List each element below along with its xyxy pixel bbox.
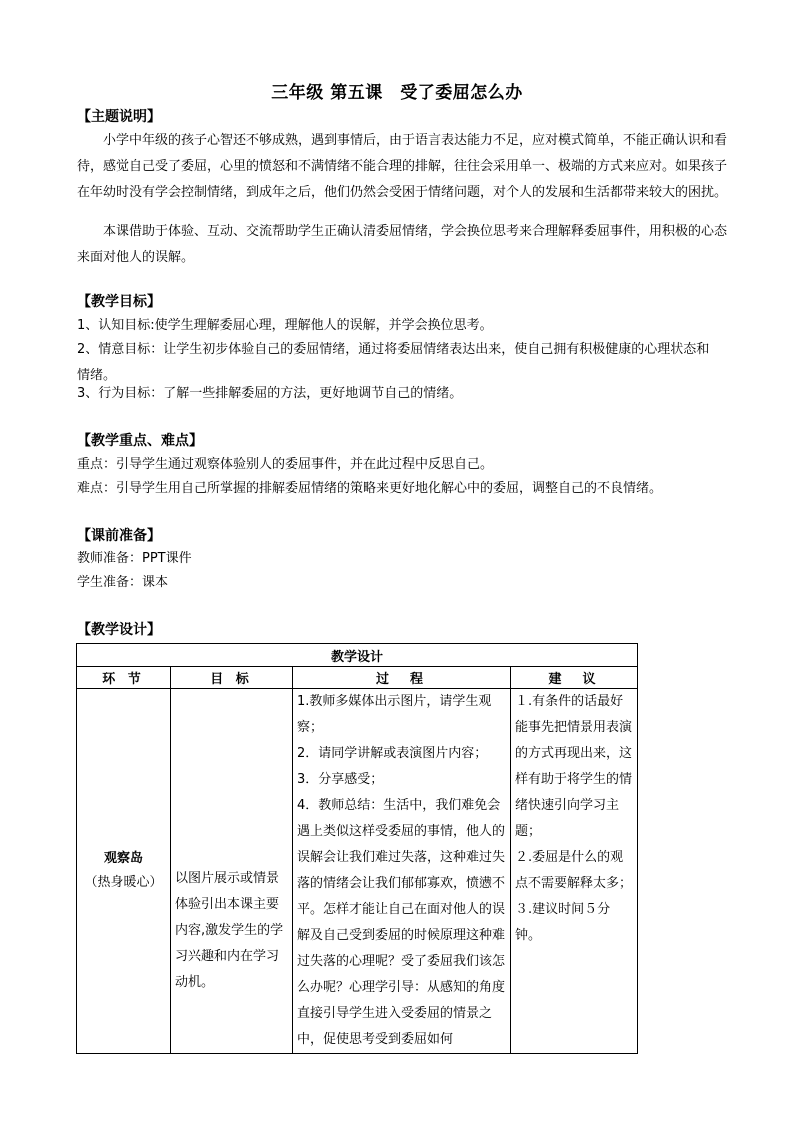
section-heading-key-points: 【教学重点、难点】 <box>77 433 203 449</box>
goal-cell <box>171 689 293 1054</box>
section-heading-goals: 【教学目标】 <box>77 294 161 310</box>
process-step-1: 1.教师多媒体出示图片，请学生观察； <box>297 694 492 735</box>
header-goal: 目 标 <box>171 667 293 689</box>
table-row <box>77 689 638 1054</box>
goal-item-3: 3、行为目标：了解一些排解委屈的方法，更好地调节自己的情绪。 <box>77 386 463 401</box>
teaching-design-table <box>76 643 638 1054</box>
section-heading-prep: 【课前准备】 <box>77 528 161 544</box>
key-point-item: 重点：引导学生通过观察体验别人的委屈事件，并在此过程中反思自己。 <box>77 457 494 472</box>
table-caption: 教学设计 <box>77 644 638 667</box>
theme-paragraph-1: 小学中年级的孩子心智还不够成熟，遇到事情后，由于语言表达能力不足，应对模式简单，不能正确认识和看待，感觉自己受了委屈，心里的愤怒和不满情绪不能合理的排解，往往会采用单一、极端的方式来应对。如果孩子在年幼时没有学会控制情绪，到成年之后，他们仍然会受困于情绪问题，对个人的发展和生活都带来较大的困扰。 <box>77 133 728 200</box>
header-suggestion: 建 议 <box>511 667 638 689</box>
page-title: 三年级 第五课 受了委屈怎么办 <box>271 83 523 103</box>
section-heading-theme: 【主题说明】 <box>77 109 161 125</box>
stage-subtitle: （热身暖心） <box>84 875 163 890</box>
stage-cell <box>77 689 171 1054</box>
difficult-point-item: 难点：引导学生用自己所掌握的排解委屈情绪的策略来更好地化解心中的委屈，调整自己的不良情绪。 <box>77 481 663 496</box>
suggestion-cell <box>511 689 638 1054</box>
prep-student: 学生准备：课本 <box>77 575 169 590</box>
process-step-4: 4．教师总结：生活中，我们难免会遇上类似这样受委屈的事情，他人的误解会让我们难过失落，这种难过失落的情绪会让我们郁郁寡欢，愤懑不平。怎样才能让自己在面对他人的误解及自己受到委屈的时候原理这种难过失落的心理呢？受了委屈我们该怎么办呢？心理学引导：从感知的角度直接引导学生进入受委屈的情景之中，促使思考受到委屈如何 <box>297 798 506 1047</box>
prep-teacher: 教师准备：PPT课件 <box>77 551 192 566</box>
goal-item-2: 2、情意目标：让学生初步体验自己的委屈情绪，通过将委屈情绪表达出来，使自己拥有积极健康的心理状态和情绪。 <box>77 342 710 383</box>
process-cell <box>293 689 511 1054</box>
table-header-row <box>77 667 638 689</box>
theme-paragraph-2: 本课借助于体验、互动、交流帮助学生正确认清委屈情绪，学会换位思考来合理解释委屈事件，用积极的心态来面对他人的误解。 <box>77 224 728 265</box>
process-step-3: 3．分享感受； <box>297 772 384 787</box>
suggestion-2: ２.委屈是什么的观点不需要解释太多； <box>515 850 633 891</box>
section-heading-design: 【教学设计】 <box>77 622 161 638</box>
process-step-2: 2．请同学讲解或表演图片内容； <box>297 746 488 761</box>
table-caption-row <box>77 644 638 667</box>
header-stage: 环 节 <box>77 667 171 689</box>
header-process: 过 程 <box>293 667 511 689</box>
goal-text: 以图片展示或情景体验引出本课主要内容,激发学生的学习兴趣和内在学习动机。 <box>175 871 284 990</box>
suggestion-3: ３.建议时间５分钟。 <box>515 902 611 943</box>
goal-item-1: 1、认知目标:使学生理解委屈心理，理解他人的误解，并学会换位思考。 <box>77 318 493 333</box>
stage-name: 观察岛 <box>103 851 143 866</box>
suggestion-1: １.有条件的话最好能事先把情景用表演的方式再现出来，这样有助于将学生的情绪快速引向学习主题； <box>515 694 633 839</box>
